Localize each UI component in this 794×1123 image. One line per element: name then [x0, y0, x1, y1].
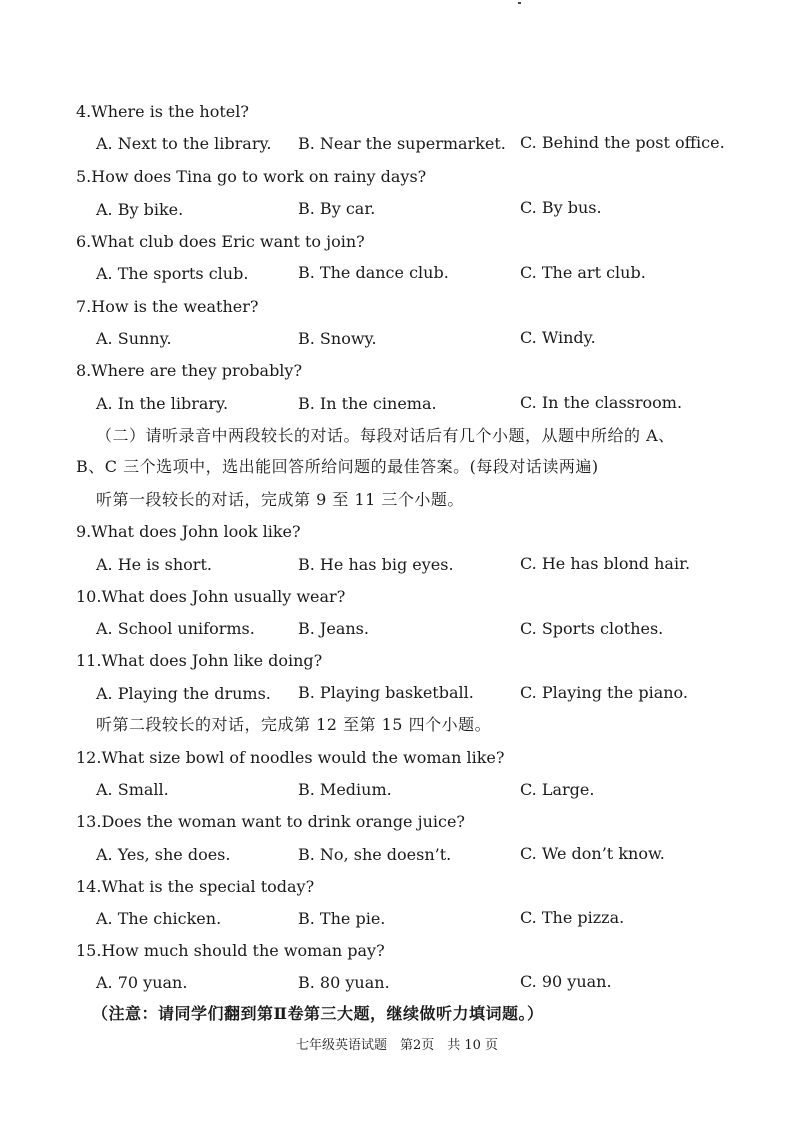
q9-option-c: C. He has blond hair.: [520, 554, 691, 573]
question-4: 4.Where is the hotel?: [76, 102, 249, 121]
section2-instruction-line2: B、C 三个选项中，选出能回答所给问题的最佳答案。(每段对话读两遍): [76, 457, 599, 476]
q4-option-b: B. Near the supermarket.: [298, 134, 506, 153]
dialog1-instruction: 听第一段较长的对话，完成第 9 至 11 三个小题。: [96, 490, 464, 509]
q12-option-c: C. Large.: [520, 780, 595, 799]
q9-option-a: A. He is short.: [96, 555, 212, 574]
section2-instruction-line1: （二）请听录音中两段较长的对话。每段对话后有几个小题，从题中所给的 A、: [96, 426, 675, 445]
page-footer: 七年级英语试题 第2页 共 10 页: [295, 1038, 499, 1053]
q13-option-b: B. No, she doesn’t.: [298, 845, 452, 864]
note: （注意：请同学们翻到第Ⅱ卷第三大题，继续做听力填词题。）: [92, 1004, 544, 1023]
q4-option-a: A. Next to the library.: [96, 134, 272, 153]
dialog2-instruction: 听第二段较长的对话，完成第 12 至第 15 四个小题。: [96, 715, 492, 734]
question-12: 12.What size bowl of noodles would the woman like?: [76, 748, 505, 767]
q15-option-c: C. 90 yuan.: [520, 972, 612, 991]
question-5: 5.How does Tina go to work on rainy days?: [76, 167, 427, 186]
q14-option-c: C. The pizza.: [520, 908, 625, 927]
q11-option-a: A. Playing the drums.: [96, 684, 271, 703]
q13-option-c: C. We don’t know.: [520, 844, 665, 863]
question-8: 8.Where are they probably?: [76, 361, 303, 380]
q4-option-c: C. Behind the post office.: [520, 133, 725, 152]
q13-option-a: A. Yes, she does.: [96, 845, 231, 864]
question-7: 7.How is the weather?: [76, 297, 259, 316]
q8-option-b: B. In the cinema.: [298, 394, 437, 413]
q9-option-b: B. He has big eyes.: [298, 555, 454, 574]
q14-option-b: B. The pie.: [298, 909, 386, 928]
question-13: 13.Does the woman want to drink orange juice?: [76, 812, 465, 831]
q7-option-c: C. Windy.: [520, 328, 596, 347]
q5-option-c: C. By bus.: [520, 198, 602, 217]
question-11: 11.What does John like doing?: [76, 651, 323, 670]
q7-option-b: B. Snowy.: [298, 329, 377, 348]
q5-option-a: A. By bike.: [96, 200, 184, 219]
q12-option-a: A. Small.: [96, 780, 169, 799]
q11-option-b: B. Playing basketball.: [298, 683, 474, 702]
q15-option-a: A. 70 yuan.: [96, 973, 188, 992]
question-10: 10.What does John usually wear?: [76, 587, 346, 606]
question-15: 15.How much should the woman pay?: [76, 941, 385, 960]
q10-option-b: B. Jeans.: [298, 619, 369, 638]
q7-option-a: A. Sunny.: [96, 329, 172, 348]
question-6: 6.What club does Eric want to join?: [76, 232, 365, 251]
q8-option-c: C. In the classroom.: [520, 393, 683, 412]
q10-option-c: C. Sports clothes.: [520, 619, 664, 638]
q6-option-c: C. The art club.: [520, 263, 646, 282]
q8-option-a: A. In the library.: [96, 394, 229, 413]
q10-option-a: A. School uniforms.: [96, 619, 255, 638]
q5-option-b: B. By car.: [298, 199, 376, 218]
q6-option-b: B. The dance club.: [298, 263, 449, 282]
question-14: 14.What is the special today?: [76, 877, 315, 896]
q6-option-a: A. The sports club.: [96, 264, 249, 283]
scan-mark: [518, 2, 521, 4]
q15-option-b: B. 80 yuan.: [298, 973, 390, 992]
q12-option-b: B. Medium.: [298, 780, 392, 799]
q11-option-c: C. Playing the piano.: [520, 683, 688, 702]
question-9: 9.What does John look like?: [76, 522, 301, 541]
q14-option-a: A. The chicken.: [96, 909, 222, 928]
